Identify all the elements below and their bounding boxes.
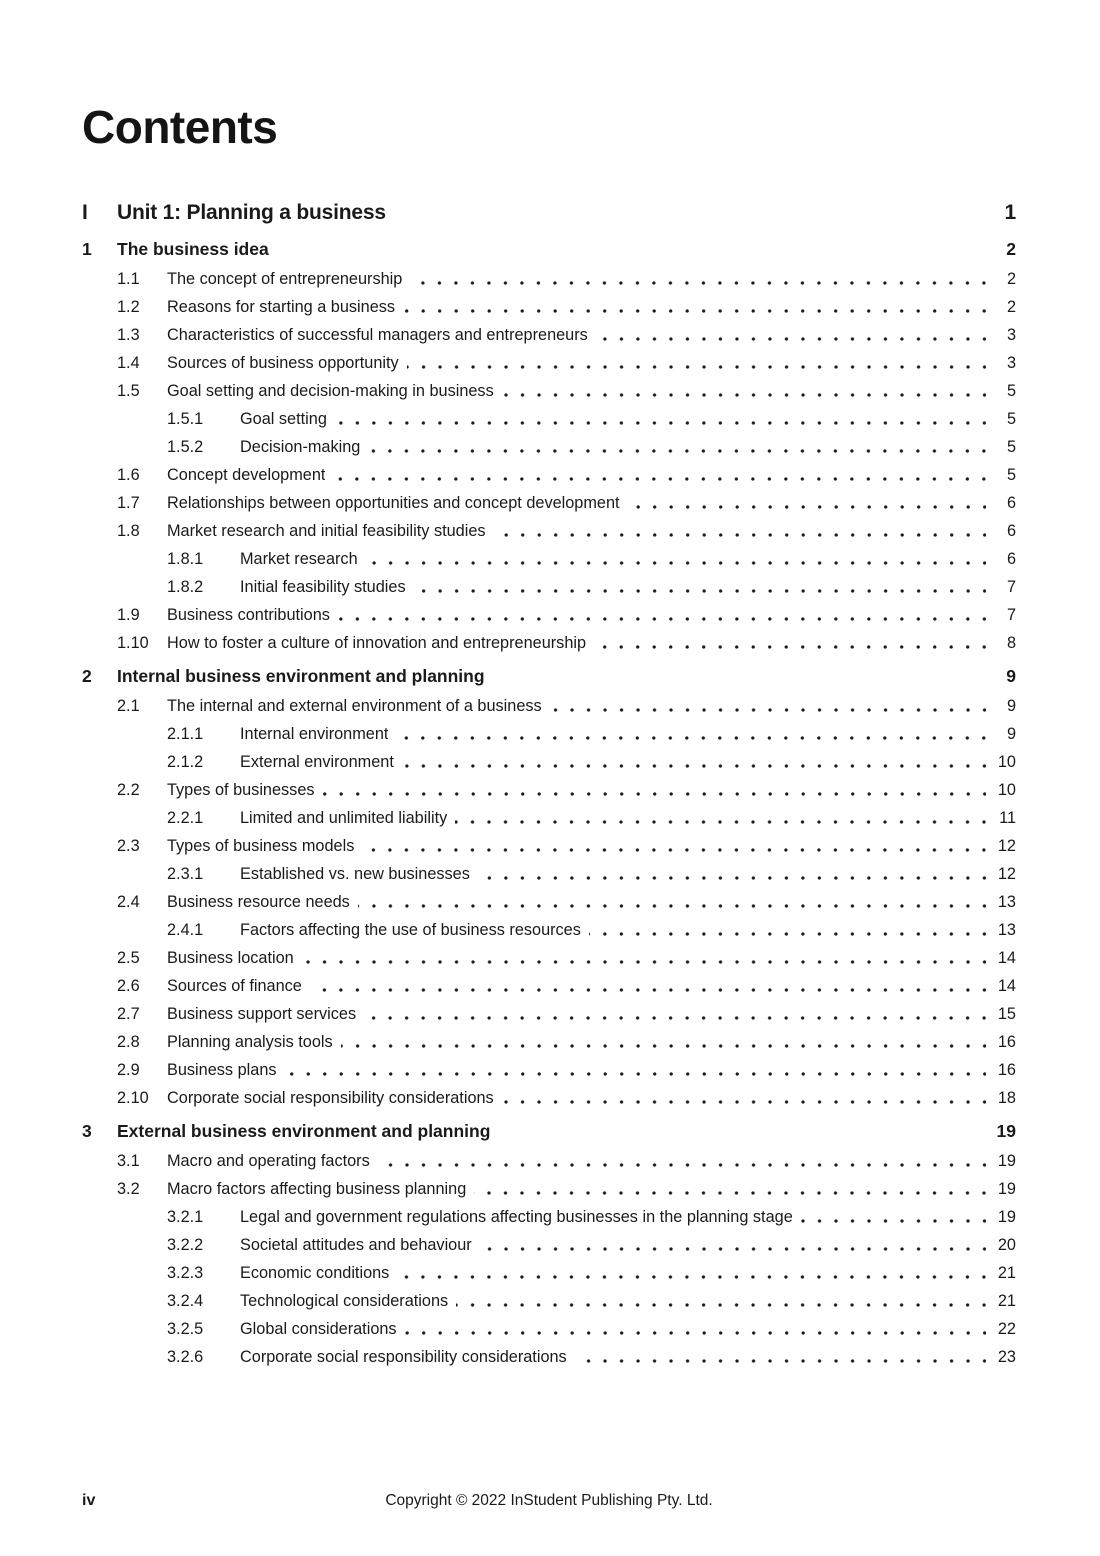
dot-leader — [366, 545, 986, 573]
dot-leader — [378, 1147, 986, 1175]
dot-leader — [407, 349, 986, 377]
entry-number: 1.6 — [117, 466, 140, 484]
toc-entry[interactable] — [82, 804, 1016, 832]
dot-leader — [402, 748, 986, 776]
entry-title: Goal setting — [240, 410, 327, 428]
dot-leader — [341, 1028, 986, 1056]
dot-leader — [494, 517, 986, 545]
dot-leader — [596, 321, 986, 349]
dot-leader — [550, 692, 986, 720]
entry-title: The concept of entrepreneurship — [167, 270, 403, 288]
entry-page: 9 — [1006, 697, 1016, 715]
entry-page: 14 — [997, 949, 1016, 967]
entry-title: Business resource needs — [167, 893, 350, 911]
dot-leader — [410, 265, 986, 293]
entry-number: 2.4.1 — [167, 921, 204, 939]
toc-entry[interactable] — [82, 1147, 1016, 1175]
toc-entry[interactable] — [82, 1231, 1016, 1259]
entry-page: 8 — [1006, 634, 1016, 652]
entry-page: 21 — [997, 1292, 1016, 1310]
page-footer — [82, 1492, 1016, 1516]
entry-page: 5 — [1006, 410, 1016, 428]
entry-number: 3.2.1 — [167, 1208, 204, 1226]
entry-title: Goal setting and decision-making in business — [167, 382, 494, 400]
toc-entry[interactable] — [82, 629, 1016, 657]
entry-number: 1.5 — [117, 382, 140, 400]
entry-title: Corporate social responsibility considerations — [240, 1348, 567, 1366]
toc-entry[interactable] — [82, 545, 1016, 573]
page-title: Contents — [82, 101, 278, 153]
entry-title: Characteristics of successful managers and entrepreneurs — [167, 326, 588, 344]
dot-leader — [405, 1315, 986, 1343]
dot-leader — [575, 1343, 986, 1371]
dot-leader — [358, 888, 986, 916]
entry-number: 1.5.2 — [167, 438, 204, 456]
entry-number: 2.10 — [117, 1089, 149, 1107]
entry-page: 21 — [997, 1264, 1016, 1282]
entry-title: Macro and operating factors — [167, 1152, 370, 1170]
entry-number: 1.8.2 — [167, 578, 204, 596]
entry-page: 6 — [1006, 522, 1016, 540]
dot-leader — [310, 972, 986, 1000]
entry-number: 3 — [82, 1121, 92, 1141]
entry-page: 9 — [1006, 666, 1016, 686]
entry-number: 2.3 — [117, 837, 140, 855]
entry-title: Business support services — [167, 1005, 357, 1023]
entry-title: Macro factors affecting business planning — [167, 1180, 467, 1198]
entry-page: 15 — [997, 1005, 1016, 1023]
entry-title: Market research — [240, 550, 358, 568]
entry-title: External environment — [240, 753, 394, 771]
toc-entry[interactable] — [82, 972, 1016, 1000]
entry-number: 1.3 — [117, 326, 140, 344]
dot-leader — [333, 461, 986, 489]
entry-page: 20 — [997, 1236, 1016, 1254]
dot-leader — [480, 1231, 986, 1259]
toc-entry[interactable] — [82, 235, 1016, 263]
entry-number: 2.6 — [117, 977, 140, 995]
entry-number: 2.3.1 — [167, 865, 204, 883]
entry-number: 2.9 — [117, 1061, 140, 1079]
dot-leader — [396, 720, 986, 748]
entry-title: The business idea — [117, 239, 269, 259]
entry-page: 13 — [997, 893, 1016, 911]
entry-title: Business location — [167, 949, 294, 967]
entry-page: 19 — [997, 1208, 1016, 1226]
dot-leader — [394, 197, 986, 229]
dot-leader — [628, 489, 986, 517]
toc-entry[interactable] — [82, 832, 1016, 860]
entry-title: The internal and external environment of a business — [167, 697, 542, 715]
entry-number: 3.2 — [117, 1180, 140, 1198]
entry-page: 5 — [1006, 466, 1016, 484]
toc-entry[interactable] — [82, 1117, 1016, 1145]
toc-entry[interactable] — [82, 720, 1016, 748]
toc-entry[interactable] — [82, 1315, 1016, 1343]
entry-page: 7 — [1006, 578, 1016, 596]
entry-page: 16 — [997, 1033, 1016, 1051]
entry-title: Initial feasibility studies — [240, 578, 406, 596]
entry-page: 5 — [1006, 382, 1016, 400]
toc-entry[interactable] — [82, 860, 1016, 888]
entry-title: Sources of finance — [167, 977, 302, 995]
entry-number: 2.1 — [117, 697, 140, 715]
toc-entry[interactable] — [82, 748, 1016, 776]
dot-leader — [285, 1056, 986, 1084]
toc-entry[interactable] — [82, 433, 1016, 461]
entry-page: 3 — [1006, 326, 1016, 344]
footer-copyright: Copyright © 2022 InStudent Publishing Pty. Ltd. — [385, 1492, 713, 1509]
toc-entry[interactable] — [82, 197, 1016, 229]
dot-leader — [362, 832, 986, 860]
entry-page: 9 — [1006, 725, 1016, 743]
toc-list — [82, 197, 1016, 1371]
entry-title: Internal business environment and planning — [117, 666, 485, 686]
entry-title: Unit 1: Planning a business — [117, 201, 386, 224]
dot-leader — [456, 1287, 986, 1315]
entry-title: External business environment and planning — [117, 1121, 491, 1141]
dot-leader — [338, 601, 986, 629]
dot-leader — [302, 944, 986, 972]
entry-page: 11 — [999, 809, 1016, 827]
entry-number: 2.2.1 — [167, 809, 204, 827]
toc-entry[interactable] — [82, 916, 1016, 944]
entry-number: I — [82, 201, 88, 224]
entry-title: Factors affecting the use of business resources — [240, 921, 581, 939]
toc-entry[interactable] — [82, 1000, 1016, 1028]
entry-title: Planning analysis tools — [167, 1033, 333, 1051]
toc-entry[interactable] — [82, 1056, 1016, 1084]
entry-number: 2.1.2 — [167, 753, 204, 771]
entry-title: Economic conditions — [240, 1264, 390, 1282]
entry-page: 19 — [997, 1180, 1016, 1198]
toc-entry[interactable] — [82, 265, 1016, 293]
dot-leader — [364, 1000, 986, 1028]
toc-entry[interactable] — [82, 1259, 1016, 1287]
entry-page: 19 — [996, 1121, 1016, 1141]
dot-leader — [368, 433, 986, 461]
entry-number: 3.2.6 — [167, 1348, 204, 1366]
entry-title: Sources of business opportunity — [167, 354, 399, 372]
entry-number: 3.1 — [117, 1152, 140, 1170]
toc-entry[interactable] — [82, 349, 1016, 377]
entry-number: 1.5.1 — [167, 410, 204, 428]
entry-number: 1.2 — [117, 298, 140, 316]
entry-page: 19 — [997, 1152, 1016, 1170]
dot-leader — [277, 235, 986, 263]
entry-number: 3.2.2 — [167, 1236, 204, 1254]
entry-title: Corporate social responsibility considerations — [167, 1089, 494, 1107]
dot-leader — [414, 573, 986, 601]
entry-page: 14 — [997, 977, 1016, 995]
entry-title: Established vs. new businesses — [240, 865, 470, 883]
toc-entry[interactable] — [82, 944, 1016, 972]
entry-page: 3 — [1006, 354, 1016, 372]
entry-page: 12 — [997, 865, 1016, 883]
footer-page-number: iv — [82, 1492, 96, 1509]
entry-number: 1.8.1 — [167, 550, 204, 568]
toc-entry[interactable] — [82, 662, 1016, 690]
entry-page: 6 — [1006, 550, 1016, 568]
entry-number: 1.9 — [117, 606, 140, 624]
entry-title: Legal and government regulations affecting businesses in the planning stage — [240, 1208, 793, 1226]
entry-number: 3.2.5 — [167, 1320, 204, 1338]
entry-page: 12 — [997, 837, 1016, 855]
toc-entry[interactable] — [82, 293, 1016, 321]
entry-title: Decision-making — [240, 438, 361, 456]
entry-page: 5 — [1006, 438, 1016, 456]
entry-title: Business contributions — [167, 606, 330, 624]
entry-number: 2 — [82, 666, 92, 686]
toc-entry[interactable] — [82, 1343, 1016, 1371]
entry-page: 22 — [997, 1320, 1016, 1338]
entry-page: 10 — [997, 781, 1016, 799]
entry-number: 1.1 — [117, 270, 140, 288]
entry-number: 1 — [82, 239, 92, 259]
toc-entry[interactable] — [82, 405, 1016, 433]
entry-page: 1 — [1004, 201, 1016, 224]
dot-leader — [589, 916, 986, 944]
entry-page: 6 — [1006, 494, 1016, 512]
toc-entry[interactable] — [82, 1028, 1016, 1056]
entry-title: How to foster a culture of innovation and entrepreneurship — [167, 634, 587, 652]
dot-leader — [502, 377, 986, 405]
entry-number: 2.2 — [117, 781, 140, 799]
dot-leader — [474, 1175, 986, 1203]
dot-leader — [478, 860, 986, 888]
entry-number: 1.4 — [117, 354, 140, 372]
entry-number: 1.8 — [117, 522, 140, 540]
dot-leader — [397, 1259, 986, 1287]
toc-entry[interactable] — [82, 321, 1016, 349]
entry-title: Societal attitudes and behaviour — [240, 1236, 472, 1254]
entry-title: Concept development — [167, 466, 326, 484]
dot-leader — [323, 776, 986, 804]
entry-title: Business plans — [167, 1061, 277, 1079]
entry-number: 2.8 — [117, 1033, 140, 1051]
entry-title: Internal environment — [240, 725, 389, 743]
entry-title: Limited and unlimited liability — [240, 809, 448, 827]
entry-number: 3.2.3 — [167, 1264, 204, 1282]
entry-number: 1.7 — [117, 494, 140, 512]
entry-title: Market research and initial feasibility studies — [167, 522, 486, 540]
toc-entry[interactable] — [82, 1084, 1016, 1112]
toc-entry[interactable] — [82, 776, 1016, 804]
toc-entry[interactable] — [82, 489, 1016, 517]
entry-page: 2 — [1006, 270, 1016, 288]
entry-number: 2.1.1 — [167, 725, 204, 743]
toc-entry[interactable] — [82, 601, 1016, 629]
entry-page: 10 — [997, 753, 1016, 771]
entry-number: 2.7 — [117, 1005, 140, 1023]
toc-entry[interactable] — [82, 573, 1016, 601]
entry-title: Relationships between opportunities and concept development — [167, 494, 620, 512]
toc-entry[interactable] — [82, 517, 1016, 545]
toc-entry[interactable] — [82, 888, 1016, 916]
toc-entry[interactable] — [82, 692, 1016, 720]
dot-leader — [498, 1117, 986, 1145]
dot-leader — [493, 662, 986, 690]
entry-page: 13 — [997, 921, 1016, 939]
entry-number: 2.4 — [117, 893, 140, 911]
toc-entry[interactable] — [82, 1175, 1016, 1203]
dot-leader — [403, 293, 986, 321]
dot-leader — [455, 804, 986, 832]
entry-page: 23 — [997, 1348, 1016, 1366]
entry-number: 2.5 — [117, 949, 140, 967]
entry-title: Types of business models — [167, 837, 355, 855]
entry-title: Reasons for starting a business — [167, 298, 396, 316]
toc-entry[interactable] — [82, 377, 1016, 405]
toc-entry[interactable] — [82, 461, 1016, 489]
dot-leader — [335, 405, 986, 433]
dot-leader — [801, 1203, 986, 1231]
entry-page: 18 — [997, 1089, 1016, 1107]
entry-page: 16 — [997, 1061, 1016, 1079]
entry-number: 3.2.4 — [167, 1292, 204, 1310]
dot-leader — [594, 629, 986, 657]
dot-leader — [502, 1084, 986, 1112]
toc-entry[interactable] — [82, 1287, 1016, 1315]
entry-title: Technological considerations — [240, 1292, 449, 1310]
entry-title: Types of businesses — [167, 781, 315, 799]
entry-page: 2 — [1006, 239, 1016, 259]
entry-page: 7 — [1006, 606, 1016, 624]
entry-number: 1.10 — [117, 634, 149, 652]
toc-entry[interactable] — [82, 1203, 1016, 1231]
entry-page: 2 — [1006, 298, 1016, 316]
entry-title: Global considerations — [240, 1320, 397, 1338]
